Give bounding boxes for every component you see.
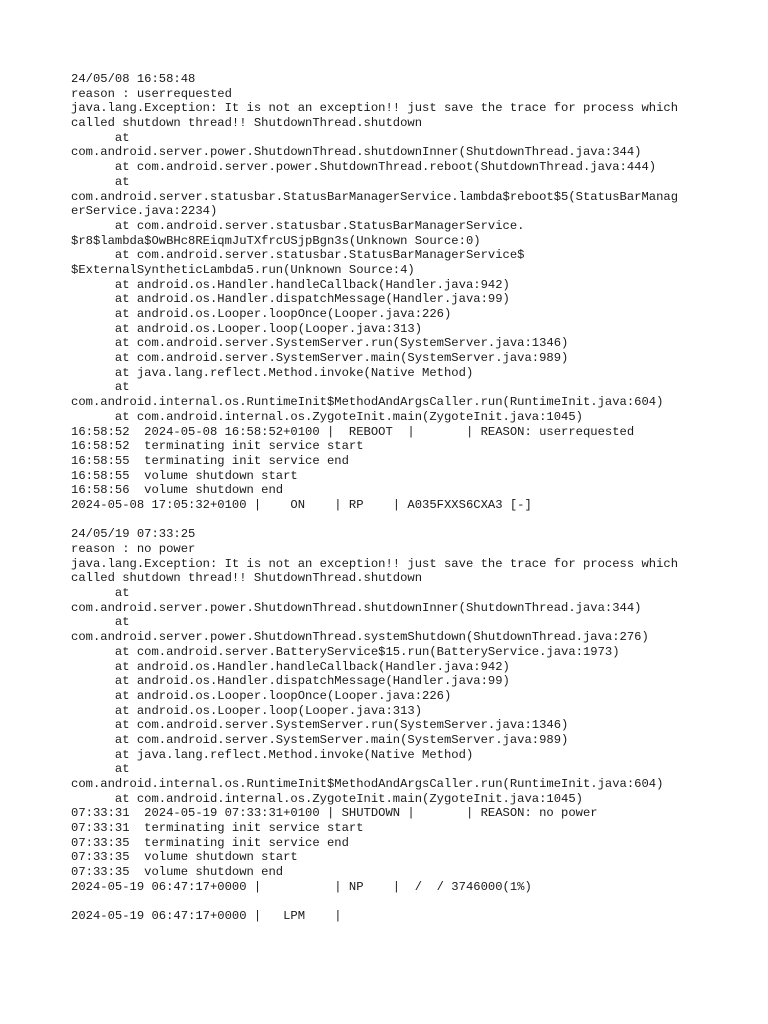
log-line: at android.os.Handler.dispatchMessage(Handler.java:99) bbox=[71, 292, 510, 307]
log-line: at com.android.server.statusbar.StatusBarManagerService. bbox=[71, 218, 525, 233]
log-line: at android.os.Looper.loopOnce(Looper.java:226) bbox=[71, 307, 452, 321]
blank-line bbox=[71, 513, 731, 528]
log-line: $r8$lambda$OwBHc8REiqmJuTXfrcUSjpBgn3s(Unknown Source:0) bbox=[71, 233, 481, 248]
log-line: 07:33:31 terminating init service start bbox=[71, 821, 364, 836]
log-line: java.lang.Exception: It is not an exception!! just save the trace for process which bbox=[71, 101, 679, 116]
log-line: 07:33:35 terminating init service end bbox=[71, 835, 349, 850]
log-line: at com.android.server.power.ShutdownThread.reboot(ShutdownThread.java:444) bbox=[71, 160, 657, 175]
log-line: at java.lang.reflect.Method.invoke(Native Method) bbox=[71, 365, 474, 380]
log-line: at com.android.internal.os.ZygoteInit.main(ZygoteInit.java:1045) bbox=[71, 791, 583, 806]
log-line: 07:33:35 volume shutdown end bbox=[71, 865, 284, 880]
log-document bbox=[71, 72, 731, 924]
log-lines bbox=[71, 72, 731, 924]
log-line: 16:58:55 volume shutdown start bbox=[71, 468, 298, 483]
log-line: at android.os.Looper.loop(Looper.java:313) bbox=[71, 321, 423, 336]
log-line: 16:58:52 2024-05-08 16:58:52+0100 | REBOOT | | REASON: userrequested bbox=[71, 424, 635, 439]
log-line: 16:58:52 terminating init service start bbox=[71, 439, 364, 454]
log-line: erService.java:2234) bbox=[71, 204, 218, 219]
log-line: com.android.server.power.ShutdownThread.shutdownInner(ShutdownThread.java:344) bbox=[71, 145, 642, 160]
log-line: 2024-05-08 17:05:32+0100 | ON | RP | A035FXXS6CXA3 [-] bbox=[71, 497, 532, 512]
log-line: java.lang.Exception: It is not an exception!! just save the trace for process which bbox=[71, 556, 679, 571]
log-line: at com.android.server.SystemServer.run(SystemServer.java:1346) bbox=[71, 336, 569, 351]
log-line: at bbox=[71, 174, 130, 189]
log-line: com.android.server.statusbar.StatusBarManagerService.lambda$reboot$5(StatusBarManag bbox=[71, 189, 679, 204]
log-line: at com.android.server.statusbar.StatusBarManagerService$ bbox=[71, 248, 525, 263]
log-line: com.android.internal.os.RuntimeInit$MethodAndArgsCaller.run(RuntimeInit.java:604) bbox=[71, 777, 664, 791]
log-line: called shutdown thread!! ShutdownThread.shutdown bbox=[71, 116, 423, 131]
blank-line bbox=[71, 895, 731, 910]
log-line: 07:33:35 volume shutdown start bbox=[71, 850, 298, 865]
log-line: 2024-05-19 06:47:17+0000 | LPM | bbox=[71, 909, 342, 924]
log-line: at android.os.Handler.dispatchMessage(Handler.java:99) bbox=[71, 674, 510, 689]
log-line: at bbox=[71, 380, 130, 395]
log-line: at java.lang.reflect.Method.invoke(Native Method) bbox=[71, 747, 474, 762]
log-line: 16:58:56 volume shutdown end bbox=[71, 483, 284, 498]
log-line: 07:33:31 2024-05-19 07:33:31+0100 | SHUTDOWN | | REASON: no power bbox=[71, 806, 598, 821]
log-line: called shutdown thread!! ShutdownThread.shutdown bbox=[71, 571, 423, 586]
log-line: reason : userrequested bbox=[71, 86, 232, 101]
log-line: at com.android.server.SystemServer.main(SystemServer.java:989) bbox=[71, 351, 569, 366]
log-line: 2024-05-19 06:47:17+0000 | | NP | / / 3746000(1%) bbox=[71, 879, 532, 894]
log-line: at bbox=[71, 615, 130, 630]
log-line: reason : no power bbox=[71, 542, 196, 556]
log-line: at bbox=[71, 586, 130, 601]
log-line: at com.android.server.SystemServer.main(SystemServer.java:989) bbox=[71, 732, 569, 747]
log-line: 16:58:55 terminating init service end bbox=[71, 453, 349, 468]
log-line: at android.os.Handler.handleCallback(Handler.java:942) bbox=[71, 659, 510, 674]
log-line: com.android.server.power.ShutdownThread.systemShutdown(ShutdownThread.java:276) bbox=[71, 630, 649, 645]
log-line: 24/05/19 07:33:25 bbox=[71, 527, 196, 542]
log-line: 24/05/08 16:58:48 bbox=[71, 72, 196, 86]
log-line: at bbox=[71, 130, 130, 145]
log-line: com.android.server.power.ShutdownThread.shutdownInner(ShutdownThread.java:344) bbox=[71, 600, 642, 615]
log-line: at android.os.Looper.loop(Looper.java:313) bbox=[71, 703, 423, 718]
log-line: at android.os.Handler.handleCallback(Handler.java:942) bbox=[71, 277, 510, 292]
log-line: at com.android.internal.os.ZygoteInit.main(ZygoteInit.java:1045) bbox=[71, 409, 583, 424]
log-line: at com.android.server.BatteryService$15.run(BatteryService.java:1973) bbox=[71, 644, 620, 659]
log-line: $ExternalSyntheticLambda5.run(Unknown Source:4) bbox=[71, 262, 415, 277]
log-line: at com.android.server.SystemServer.run(SystemServer.java:1346) bbox=[71, 718, 569, 733]
log-line: com.android.internal.os.RuntimeInit$MethodAndArgsCaller.run(RuntimeInit.java:604) bbox=[71, 395, 664, 410]
log-line: at bbox=[71, 762, 130, 777]
log-line: at android.os.Looper.loopOnce(Looper.java:226) bbox=[71, 688, 452, 703]
